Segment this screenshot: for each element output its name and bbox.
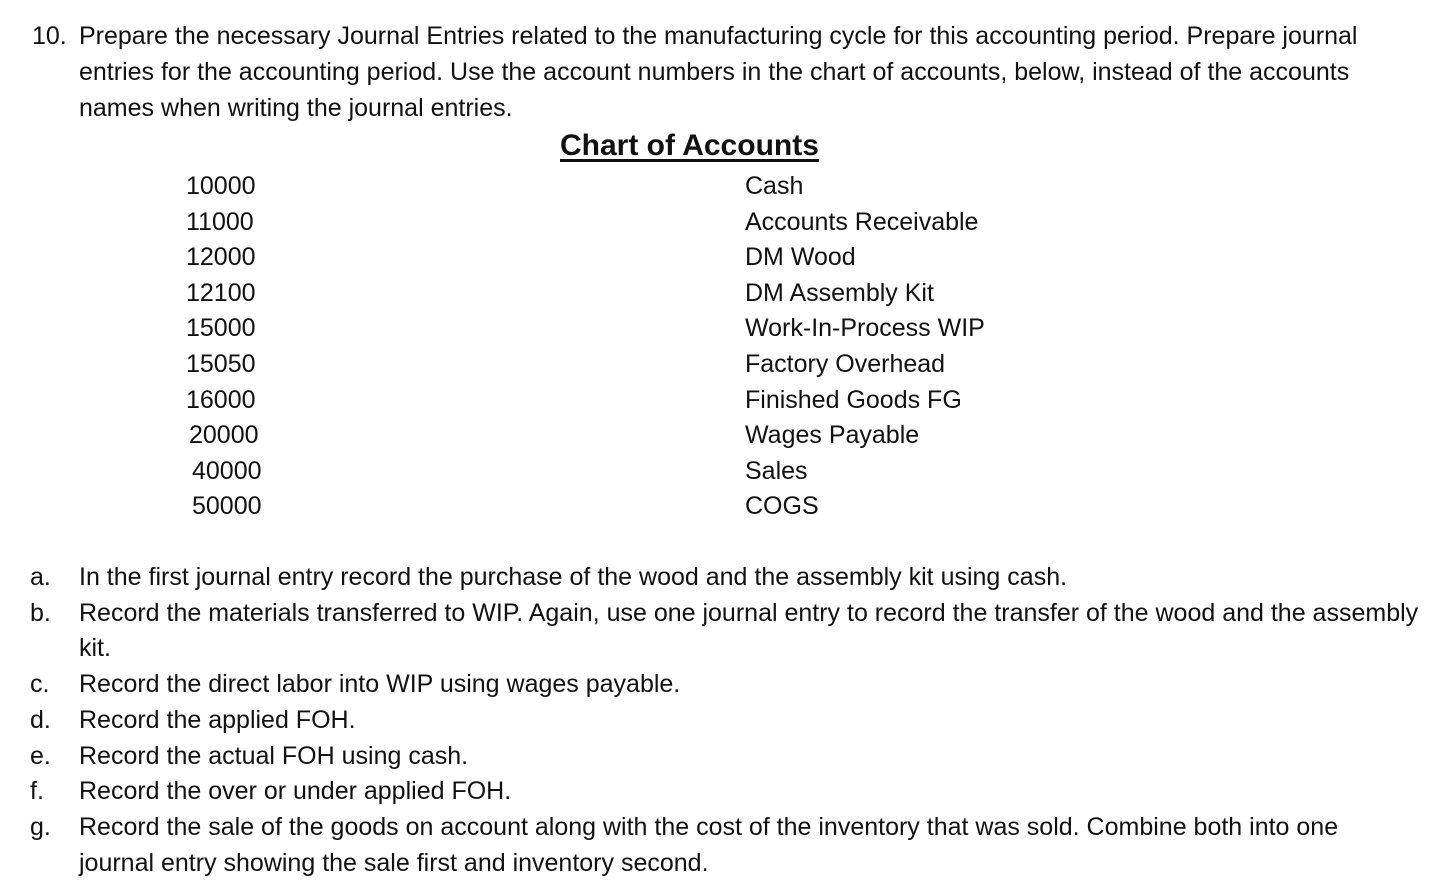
list-item [30, 560, 1420, 596]
list-item [30, 667, 1420, 703]
account-name: Finished Goods FG [745, 385, 962, 414]
account-name: COGS [745, 492, 819, 521]
account-number: 15050 [186, 349, 256, 378]
task-letter: a. [30, 563, 51, 591]
task-letter: c. [30, 670, 50, 699]
account-row [0, 310, 1430, 346]
task-text: Record the materials transferred to WIP. Again, use one journal entry to record the transfer of the wood and the assembly kit. [79, 598, 1419, 663]
account-number: 12100 [186, 278, 256, 307]
account-name: Work-In-Process WIP [745, 314, 985, 343]
list-item [30, 810, 1420, 881]
task-text: Record the direct labor into WIP using wages payable. [79, 670, 681, 699]
account-name: DM Assembly Kit [745, 278, 934, 307]
list-item [30, 703, 1420, 739]
account-name: Cash [745, 172, 804, 200]
task-text: Record the over or under applied FOH. [79, 777, 512, 806]
account-name: Sales [745, 456, 808, 485]
account-number: 40000 [192, 456, 262, 485]
account-number: 11000 [186, 207, 254, 236]
account-row [0, 346, 1430, 382]
list-item [30, 739, 1420, 775]
account-number: 50000 [192, 492, 262, 521]
account-row [0, 239, 1430, 275]
account-number: 12000 [186, 243, 256, 272]
task-list [30, 560, 1420, 881]
account-number: 20000 [189, 421, 259, 450]
account-row [0, 417, 1430, 453]
account-name: Factory Overhead [745, 349, 946, 378]
account-row [0, 204, 1430, 240]
chart-of-accounts-table [0, 168, 1430, 524]
account-number: 16000 [186, 385, 256, 414]
account-name: DM Wood [745, 243, 856, 272]
task-letter: f. [30, 777, 44, 806]
question-10 [32, 18, 1412, 126]
chart-of-accounts-title: Chart of Accounts [560, 129, 819, 162]
account-name: Wages Payable [745, 421, 920, 450]
task-text: Record the sale of the goods on account along with the cost of the inventory that was sold. Combine both into one journal entry showing the sale first and inventory second. [79, 812, 1339, 877]
account-row [0, 382, 1430, 418]
account-row [0, 275, 1430, 311]
account-number: 10000 [186, 172, 256, 200]
account-row [0, 168, 1430, 204]
account-name: Accounts Receivable [745, 207, 979, 236]
task-text: Record the applied FOH. [79, 705, 356, 734]
task-text: In the first journal entry record the purchase of the wood and the assembly kit using cash. [79, 563, 1068, 591]
account-row [0, 453, 1430, 489]
task-letter: b. [30, 598, 51, 627]
task-letter: g. [30, 812, 51, 841]
task-letter: d. [30, 705, 51, 734]
list-item [30, 774, 1420, 810]
task-letter: e. [30, 741, 51, 770]
question-row [32, 18, 1412, 126]
account-number: 15000 [186, 314, 256, 343]
list-item [30, 596, 1420, 667]
account-row [0, 488, 1430, 524]
question-text: Prepare the necessary Journal Entries related to the manufacturing cycle for this accounting period. Prepare journal entries for the accounting period. Use the account numbers in the chart of accounts, below, instead of the accounts names when writing the journal entries. [79, 22, 1358, 122]
task-text: Record the actual FOH using cash. [79, 741, 469, 770]
question-number: 10. [32, 22, 67, 50]
